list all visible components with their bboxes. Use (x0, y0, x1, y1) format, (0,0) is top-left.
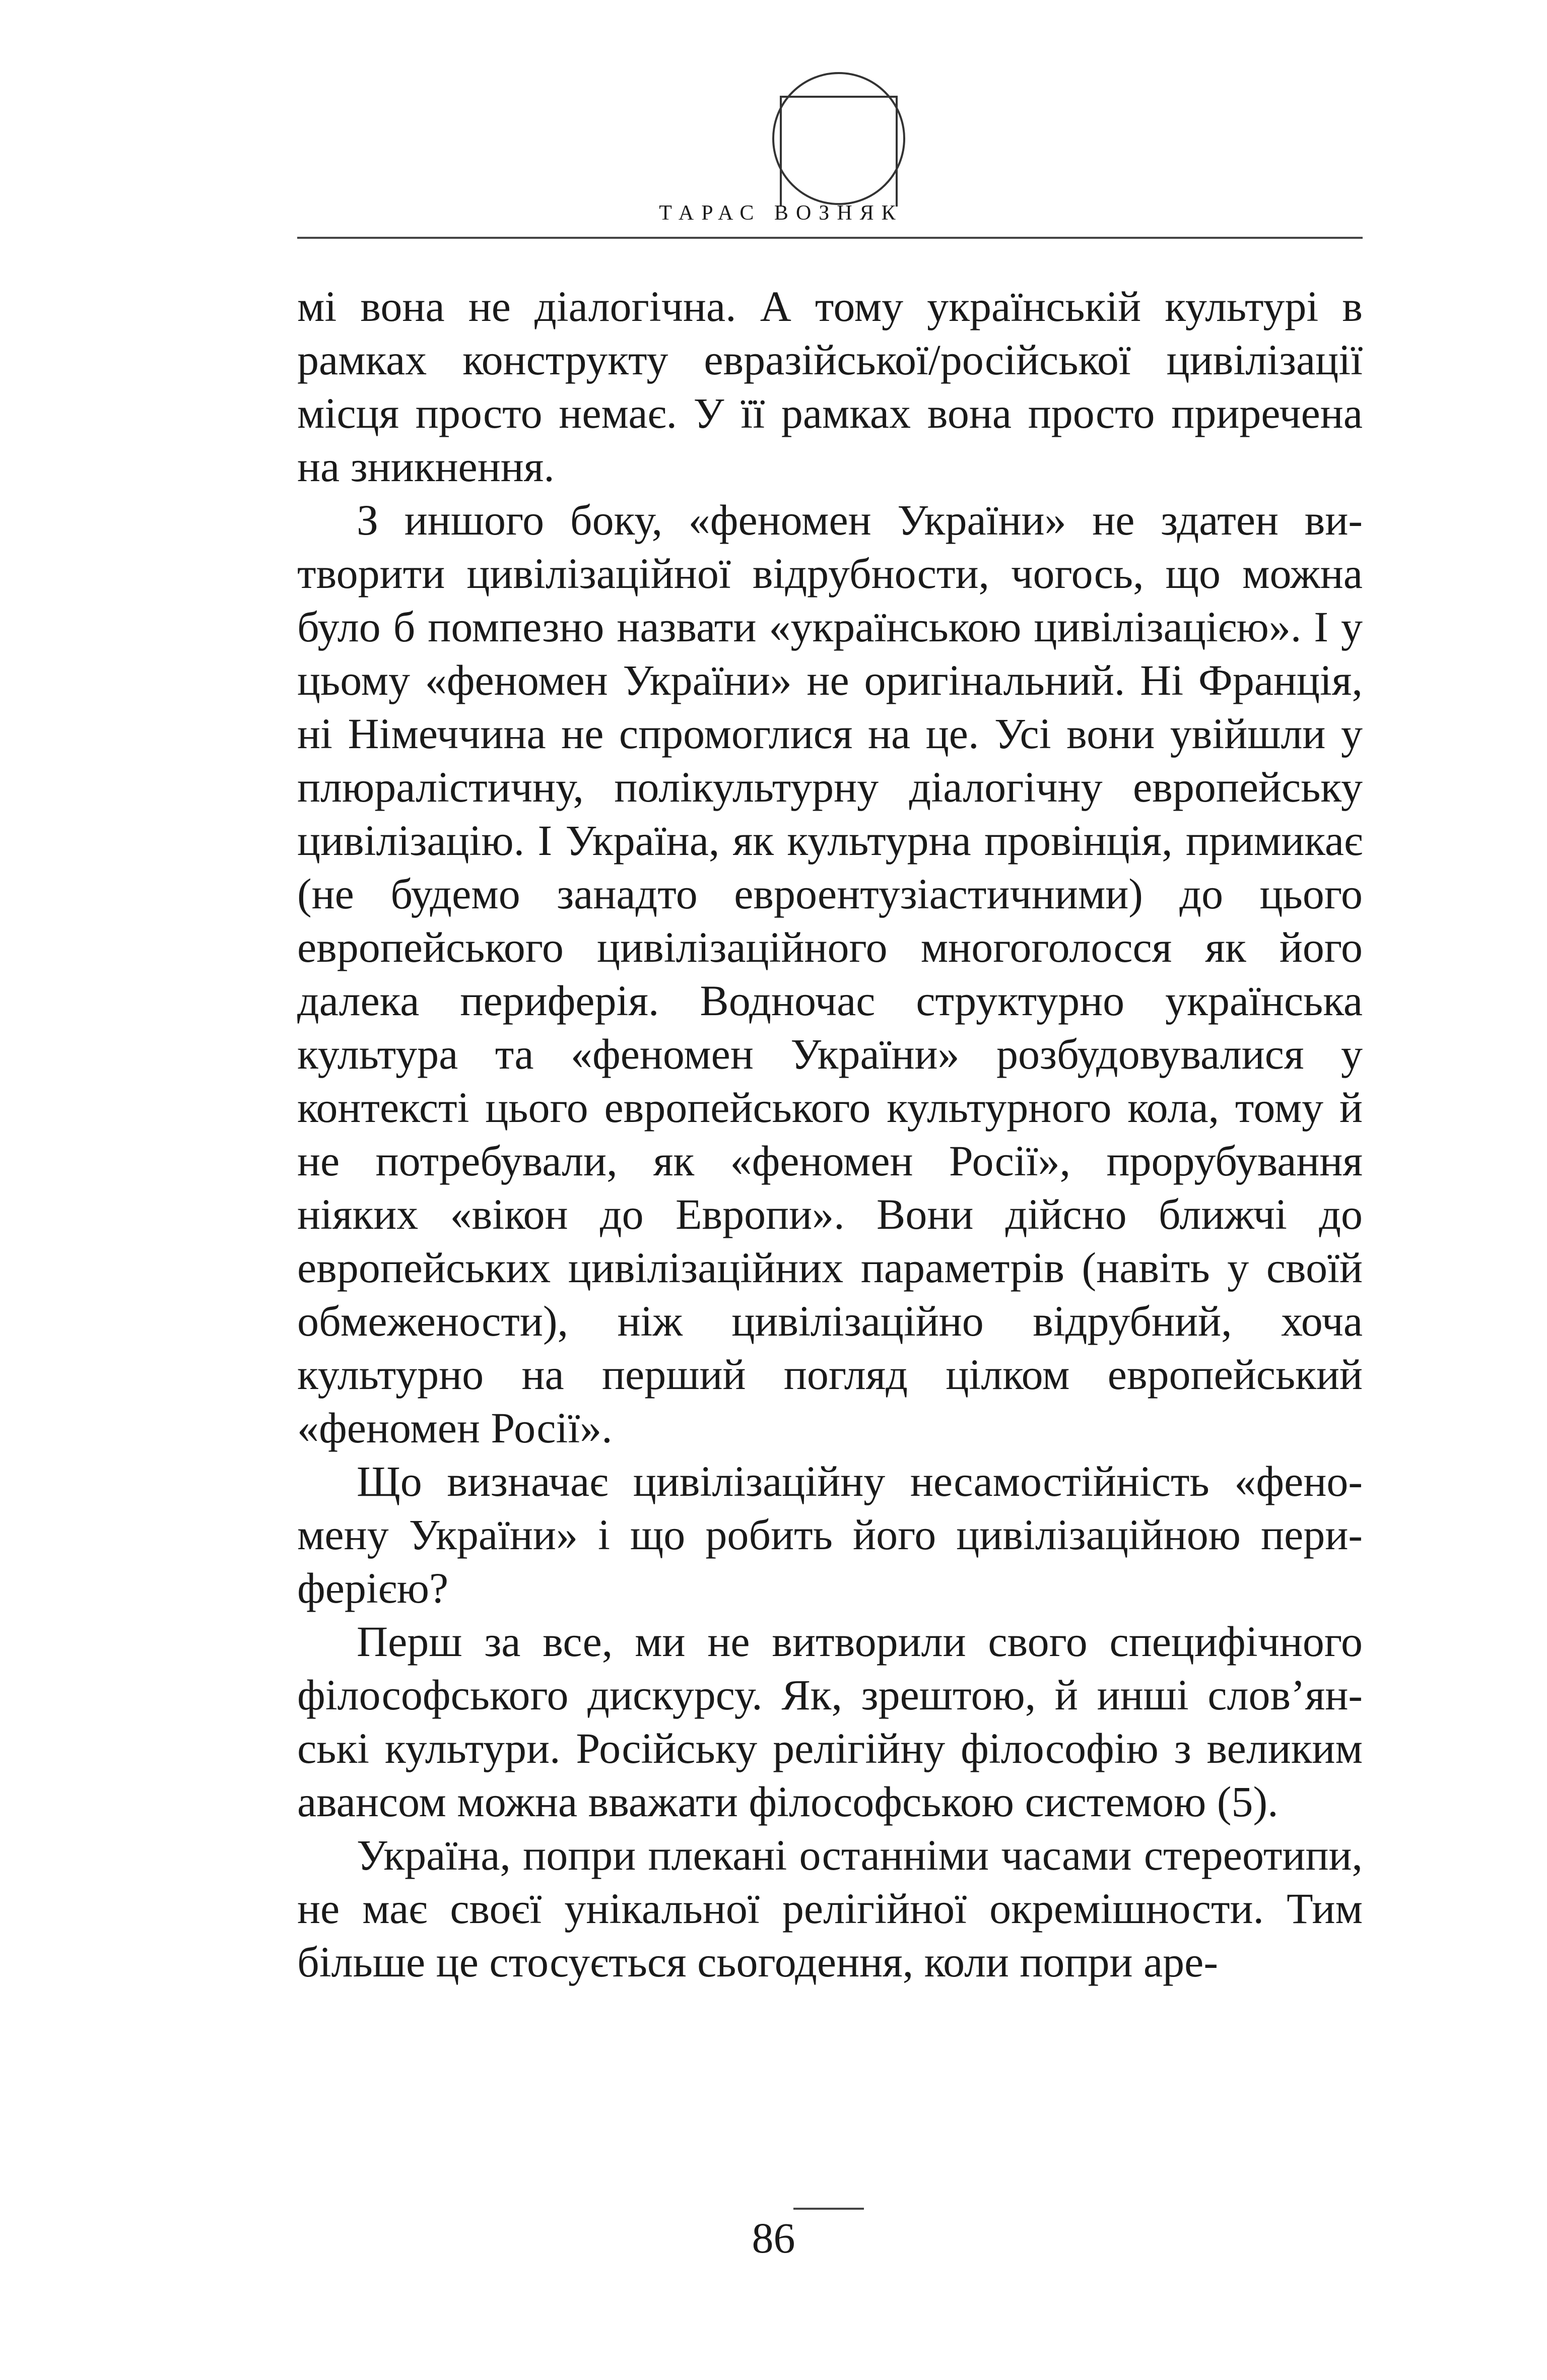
page-number: 86 (752, 2214, 795, 2262)
paragraph: Україна, попри плекані останніми часами стереотипи, не має своєї унікальної релігійної окремішности. Тим більше це стосується сьогодення, коли попри аре- (297, 1831, 1363, 1986)
paragraph: мі вона не діалогічна. А тому українській культурі в рамках конструкту евразійської/російської цивілізації місця просто немає. У її рамках вона просто приречена на зникнення. (297, 282, 1363, 491)
header-rule (297, 237, 1363, 239)
running-head-author: ТАРАС ВОЗНЯК (659, 202, 903, 225)
body-text (297, 280, 1363, 1989)
paragraph: Перш за все, ми не витворили свого специфічного філософського дискурсу. Як, зрештою, й инші слов’янські культури. Російську релігійну філософію з великим авансом можна вважати філософською системою (5). (297, 1617, 1363, 1826)
paragraph: З иншого боку, «феномен України» не здатен витворити цивілізаційної відрубности, чогось, що можна було б помпезно назвати «українською цивілізацією». І у цьому «феномен України» не оригінальний. Ні Франція, ні Німеччина не спромоглися на це. Усі вони увійшли у плюралістичну, полікультурну діалогічну европейську цивілізацію. І Україна, як культурна провінція, примикає (не будемо занадто евроентузіастичними) до цього европейського цивілізаційного многоголосся як його далека периферія. Водночас структурно українська культура та «феномен України» розбудовувалися у контексті цього европейського культурного кола, тому й не потребували, як «феномен Росії», прорубування ніяких «вікон до Европи». Вони дійсно ближчі до европейських цивілізаційних параметрів (навіть у своїй обмежености), ніж цивілізаційно відрубний, хоча культурно на перший погляд цілком европейський «феномен Росії». (297, 496, 1363, 1452)
folio-rule (793, 2208, 864, 2210)
circle-square-emblem-icon (771, 71, 907, 207)
paragraph: Що визначає цивілізаційну несамостійність «феномену України» і що робить його цивілізаційною периферією? (297, 1457, 1363, 1612)
